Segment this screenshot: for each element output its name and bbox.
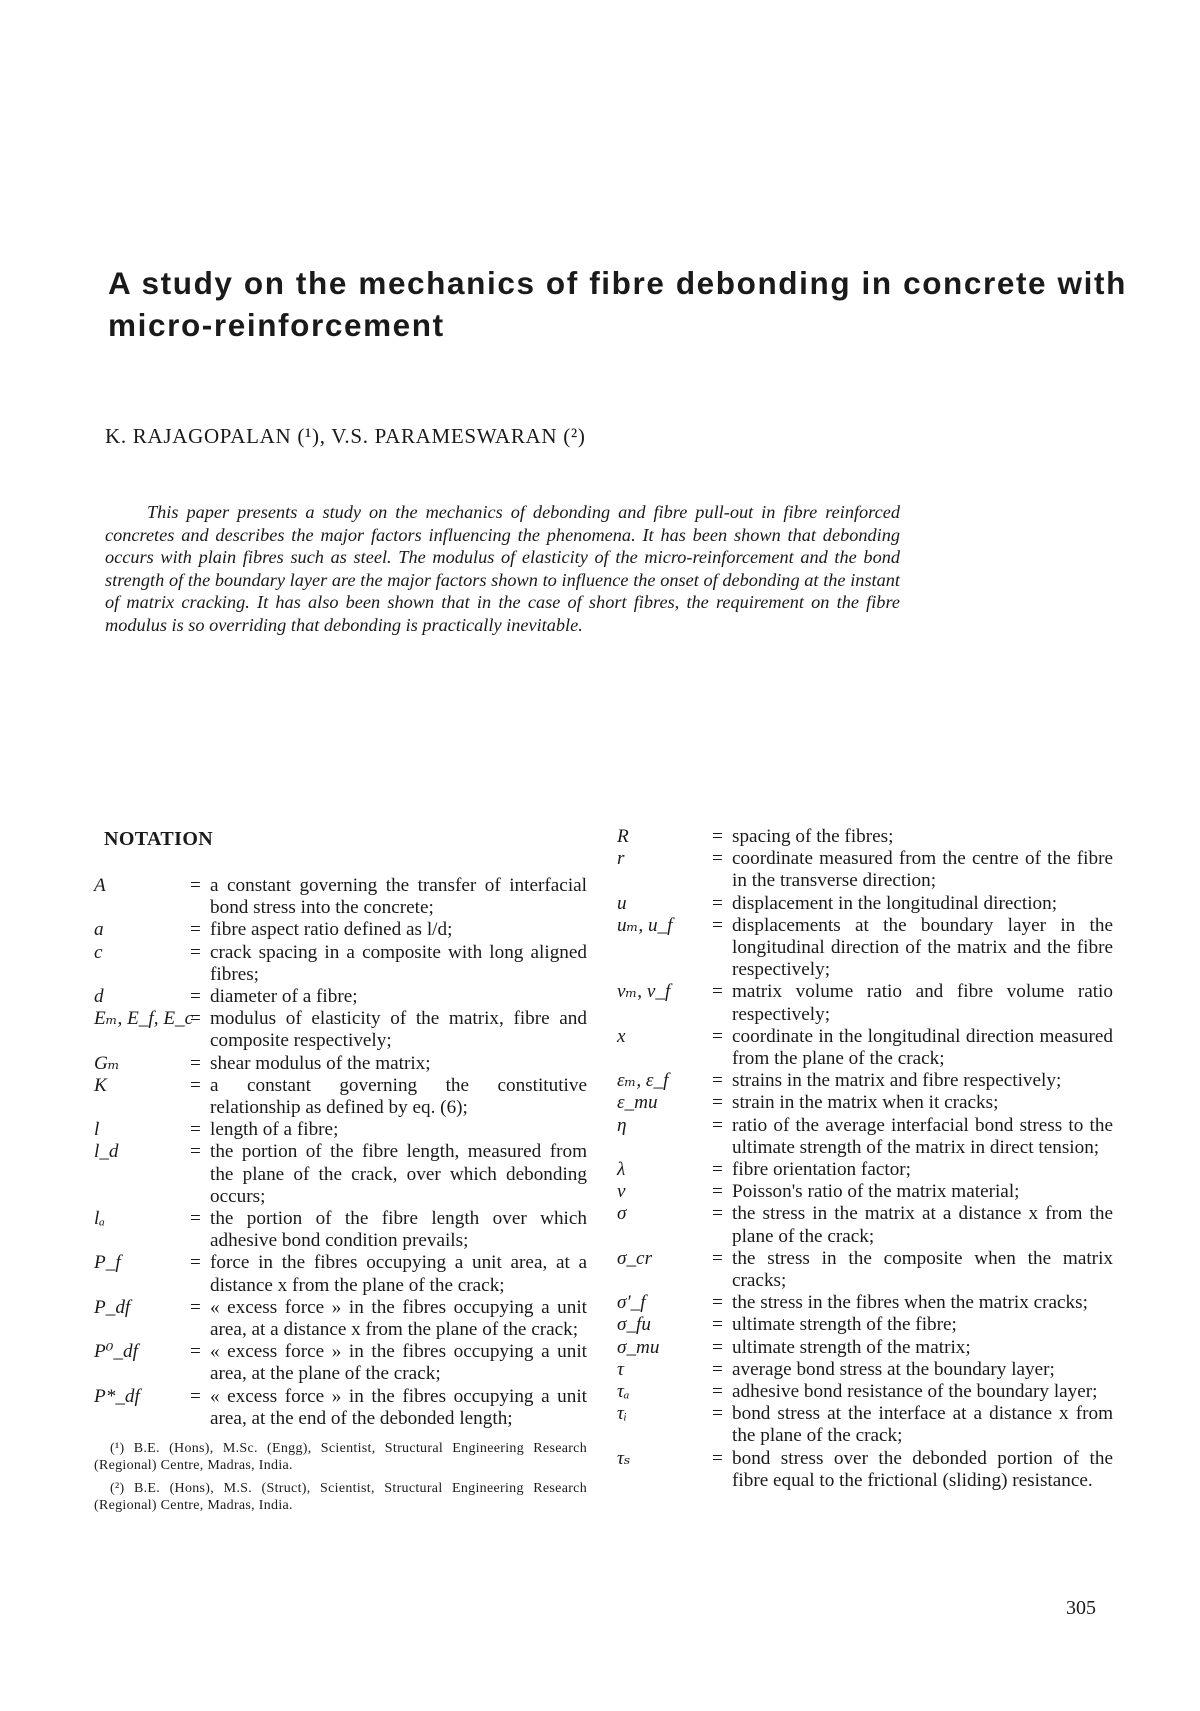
notation-definition: strains in the matrix and fibre respectively; bbox=[732, 1070, 1062, 1092]
notation-definition: bond stress over the debonded portion of the fibre equal to the frictional (sliding) resistance. bbox=[732, 1447, 1113, 1491]
equals-sign: = bbox=[190, 1296, 201, 1318]
notation-entry bbox=[94, 1053, 587, 1075]
equals-sign: = bbox=[712, 1203, 723, 1225]
notation-left-column bbox=[94, 826, 587, 1520]
equals-sign: = bbox=[190, 1341, 201, 1363]
equals-sign: = bbox=[190, 919, 201, 941]
notation-symbol: vₘ, v_f bbox=[617, 981, 671, 1003]
notation-definition: the portion of the fibre length over which adhesive bond condition prevails; bbox=[210, 1208, 587, 1252]
equals-sign: = bbox=[712, 981, 723, 1003]
notation-entry bbox=[94, 875, 587, 919]
notation-definition: ultimate strength of the matrix; bbox=[732, 1336, 971, 1358]
notation-symbol: η bbox=[617, 1114, 627, 1136]
notation-entry bbox=[94, 1297, 587, 1341]
notation-symbol: Gₘ bbox=[94, 1052, 120, 1074]
notation-symbol: c bbox=[94, 941, 103, 963]
notation-symbol: P_df bbox=[94, 1296, 131, 1318]
notation-symbol: lₐ bbox=[94, 1208, 105, 1230]
notation-entry bbox=[94, 1341, 587, 1385]
notation-definition: the stress in the matrix at a distance x from the plane of the crack; bbox=[732, 1203, 1113, 1247]
notation-entry bbox=[94, 1386, 587, 1430]
notation-symbol: σ bbox=[617, 1203, 627, 1225]
notation-definition: fibre aspect ratio defined as l/d; bbox=[210, 919, 453, 941]
notation-entry bbox=[94, 1252, 587, 1296]
notation-definition: the portion of the fibre length, measured from the plane of the crack, over which debonding occurs; bbox=[210, 1141, 587, 1207]
notation-definition: fibre orientation factor; bbox=[732, 1159, 912, 1181]
equals-sign: = bbox=[712, 1181, 723, 1203]
abstract: This paper presents a study on the mechanics of debonding and fibre pull-out in fibre reinforced concretes and describes the major factors influencing the phenomena. It has been shown that debonding occurs with plain fibres such as steel. The modulus of elasticity of the micro-reinforcement and the bond strength of the boundary layer are the major factors shown to influence the onset of debonding at the instant of matrix cracking. It has also been shown that in the case of short fibres, the requirement on the fibre modulus is so overriding that debonding is practically inevitable. bbox=[105, 502, 900, 635]
notation-entry bbox=[617, 981, 1113, 1025]
notation-symbol: u bbox=[617, 892, 627, 914]
equals-sign: = bbox=[712, 914, 723, 936]
equals-sign: = bbox=[712, 848, 723, 870]
notation-entry bbox=[94, 1008, 587, 1052]
equals-sign: = bbox=[712, 1403, 723, 1425]
equals-sign: = bbox=[190, 941, 201, 963]
notation-definition: adhesive bond resistance of the boundary layer; bbox=[732, 1381, 1098, 1403]
notation-symbol: ν bbox=[617, 1181, 626, 1203]
notation-definition: shear modulus of the matrix; bbox=[210, 1052, 431, 1074]
footnotes bbox=[94, 1440, 587, 1514]
notation-entry bbox=[617, 915, 1113, 982]
notation-symbol: σ_mu bbox=[617, 1336, 660, 1358]
paper-title: A study on the mechanics of fibre debonding in concrete with micro-reinforcement bbox=[108, 265, 1127, 343]
notation-symbol: εₘ, ε_f bbox=[617, 1070, 669, 1092]
notation-symbol: τₛ bbox=[617, 1447, 631, 1469]
notation-definition: a constant governing the transfer of interfacial bond stress into the concrete; bbox=[210, 875, 587, 919]
notation-symbol: σ′_f bbox=[617, 1292, 646, 1314]
notation-entry bbox=[617, 1403, 1113, 1447]
equals-sign: = bbox=[712, 1092, 723, 1114]
equals-sign: = bbox=[712, 1292, 723, 1314]
notation-entry bbox=[617, 1292, 1113, 1314]
equals-sign: = bbox=[190, 1008, 201, 1030]
equals-sign: = bbox=[712, 1070, 723, 1092]
notation-definition: displacement in the longitudinal direction; bbox=[732, 892, 1058, 914]
notation-symbol: Eₘ, E_f, E_c bbox=[94, 1008, 194, 1030]
equals-sign: = bbox=[190, 1074, 201, 1096]
equals-sign: = bbox=[712, 1247, 723, 1269]
notation-heading: NOTATION bbox=[104, 828, 214, 850]
notation-entry bbox=[94, 986, 587, 1008]
notation-definition: bond stress at the interface at a distance x from the plane of the crack; bbox=[732, 1403, 1113, 1447]
equals-sign: = bbox=[190, 1208, 201, 1230]
notation-definition: average bond stress at the boundary layer; bbox=[732, 1358, 1055, 1380]
notation-symbol: P*_df bbox=[94, 1385, 140, 1407]
notation-entry bbox=[617, 848, 1113, 892]
author-line: K. RAJAGOPALAN (¹), V.S. PARAMESWARAN (²) bbox=[105, 424, 586, 448]
notation-symbol: σ_fu bbox=[617, 1314, 651, 1336]
notation-entry bbox=[617, 1115, 1113, 1159]
footnote: (¹) B.E. (Hons), M.Sc. (Engg), Scientist, Structural Engineering Research (Regional) Centre, Madras, India. bbox=[94, 1441, 587, 1474]
notation-definition: « excess force » in the fibres occupying a unit area, at the end of the debonded length; bbox=[210, 1385, 587, 1429]
notation-entry bbox=[617, 1314, 1113, 1336]
equals-sign: = bbox=[712, 826, 723, 847]
notation-entry bbox=[617, 1026, 1113, 1070]
notation-definition: diameter of a fibre; bbox=[210, 986, 358, 1008]
notation-entry bbox=[94, 1141, 587, 1208]
notation-entry bbox=[617, 893, 1113, 915]
equals-sign: = bbox=[190, 1141, 201, 1163]
notation-right-column bbox=[617, 826, 1113, 1492]
equals-sign: = bbox=[190, 1385, 201, 1407]
notation-symbol: τᵢ bbox=[617, 1403, 627, 1425]
equals-sign: = bbox=[190, 1252, 201, 1274]
notation-entry bbox=[94, 942, 587, 986]
notation-symbol: d bbox=[94, 986, 104, 1008]
notation-definition: Poisson's ratio of the matrix material; bbox=[732, 1181, 1020, 1203]
equals-sign: = bbox=[712, 1381, 723, 1403]
notation-entry bbox=[617, 1092, 1113, 1114]
notation-symbol: P_f bbox=[94, 1252, 121, 1274]
notation-symbol: τₐ bbox=[617, 1381, 630, 1403]
notation-symbol: K bbox=[94, 1074, 107, 1096]
notation-entry bbox=[617, 1159, 1113, 1181]
notation-definition: length of a fibre; bbox=[210, 1119, 339, 1141]
notation-symbol: ε_mu bbox=[617, 1092, 658, 1114]
notation-entry bbox=[617, 826, 1113, 848]
notation-definition: the stress in the fibres when the matrix cracks; bbox=[732, 1292, 1088, 1314]
notation-definition: ratio of the average interfacial bond stress to the ultimate strength of the matrix in direct tension; bbox=[732, 1114, 1113, 1158]
notation-symbol: l bbox=[94, 1119, 100, 1141]
equals-sign: = bbox=[712, 1114, 723, 1136]
notation-definition: « excess force » in the fibres occupying a unit area, at the plane of the crack; bbox=[210, 1341, 587, 1385]
equals-sign: = bbox=[712, 892, 723, 914]
notation-definition: a constant governing the constitutive relationship as defined by eq. (6); bbox=[210, 1074, 587, 1119]
notation-definition: « excess force » in the fibres occupying a unit area, at a distance x from the plane of the crack; bbox=[210, 1296, 587, 1341]
notation-definition: coordinate measured from the centre of the fibre in the transverse direction; bbox=[732, 848, 1113, 892]
equals-sign: = bbox=[712, 1314, 723, 1336]
notation-entry bbox=[94, 919, 587, 941]
notation-symbol: r bbox=[617, 848, 625, 870]
notation-symbol: σ_cr bbox=[617, 1247, 653, 1269]
notation-entry bbox=[617, 1337, 1113, 1359]
notation-symbol: P⁰_df bbox=[94, 1341, 138, 1363]
notation-definition: coordinate in the longitudinal direction measured from the plane of the crack; bbox=[732, 1025, 1113, 1070]
equals-sign: = bbox=[712, 1447, 723, 1469]
notation-definition: strain in the matrix when it cracks; bbox=[732, 1092, 999, 1114]
notation-symbol: uₘ, u_f bbox=[617, 914, 673, 936]
equals-sign: = bbox=[190, 875, 201, 896]
notation-definition: crack spacing in a composite with long aligned fibres; bbox=[210, 941, 587, 985]
equals-sign: = bbox=[190, 1052, 201, 1074]
notation-definition: the stress in the composite when the matrix cracks; bbox=[732, 1247, 1113, 1292]
notation-definition: force in the fibres occupying a unit area, at a distance x from the plane of the crack; bbox=[210, 1252, 587, 1296]
notation-symbol: A bbox=[94, 875, 106, 896]
notation-entry bbox=[94, 1119, 587, 1141]
equals-sign: = bbox=[712, 1025, 723, 1047]
notation-definition: ultimate strength of the fibre; bbox=[732, 1314, 957, 1336]
notation-entry bbox=[617, 1181, 1113, 1203]
notation-definition: matrix volume ratio and fibre volume ratio respectively; bbox=[732, 981, 1113, 1025]
notation-entry bbox=[94, 1075, 587, 1119]
page-number: 305 bbox=[1066, 1597, 1096, 1619]
notation-definition: spacing of the fibres; bbox=[732, 826, 894, 847]
notation-symbol: R bbox=[617, 826, 629, 847]
notation-entry bbox=[617, 1448, 1113, 1492]
notation-definition: modulus of elasticity of the matrix, fibre and composite respectively; bbox=[210, 1008, 587, 1052]
notation-symbol: λ bbox=[617, 1159, 626, 1181]
equals-sign: = bbox=[190, 986, 201, 1008]
notation-symbol: l_d bbox=[94, 1141, 119, 1163]
equals-sign: = bbox=[712, 1358, 723, 1380]
notation-definition: displacements at the boundary layer in the longitudinal direction of the matrix and the fibre respectively; bbox=[732, 914, 1113, 981]
notation-entry bbox=[617, 1381, 1113, 1403]
notation-entry bbox=[617, 1359, 1113, 1381]
notation-symbol: x bbox=[617, 1025, 626, 1047]
notation-symbol: a bbox=[94, 919, 104, 941]
notation-entry bbox=[617, 1070, 1113, 1092]
equals-sign: = bbox=[712, 1336, 723, 1358]
notation-symbol: τ bbox=[617, 1358, 624, 1380]
notation-entry bbox=[94, 1208, 587, 1252]
notation-entry bbox=[617, 1203, 1113, 1247]
notation-entry bbox=[617, 1248, 1113, 1292]
equals-sign: = bbox=[712, 1159, 723, 1181]
equals-sign: = bbox=[190, 1119, 201, 1141]
footnote: (²) B.E. (Hons), M.S. (Struct), Scientist, Structural Engineering Research (Regional) Centre, Madras, India. bbox=[94, 1481, 587, 1514]
